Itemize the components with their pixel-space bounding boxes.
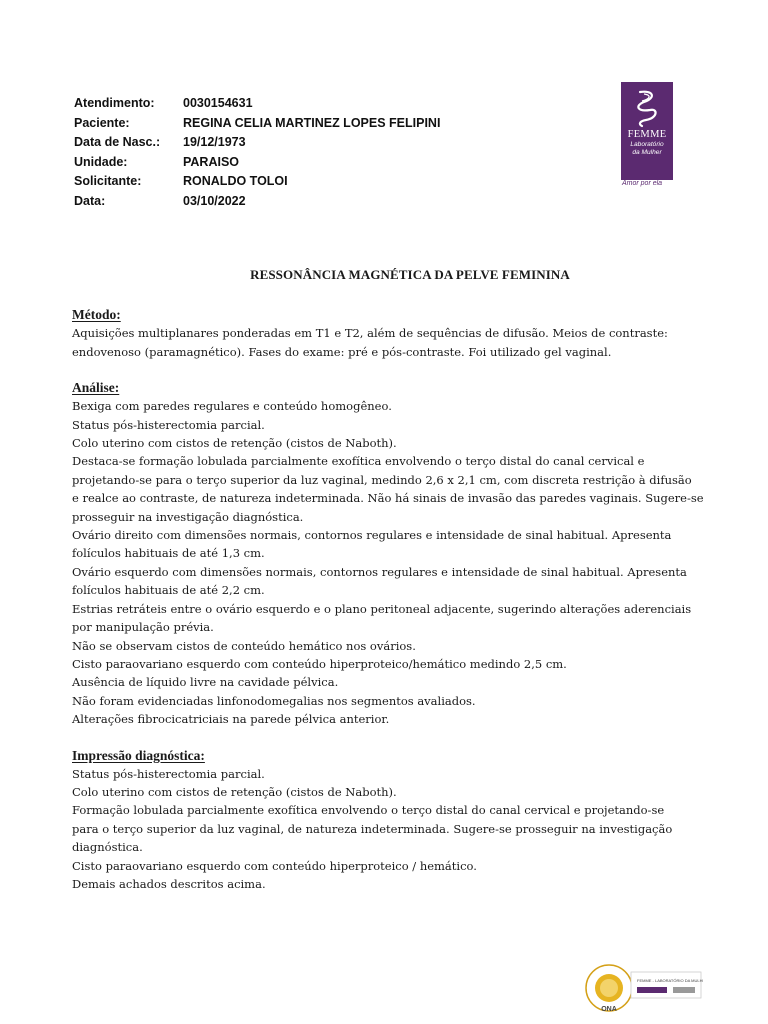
logo-sub-1: Laboratório bbox=[630, 141, 664, 148]
text-line: diagnóstica. bbox=[72, 840, 143, 855]
seal-lab-name: FEMME - LABORATÓRIO DA MULHER bbox=[637, 978, 703, 983]
text-line: para o terço superior da luz vaginal, de natureza indeterminada. Sugere-se prosseguir na investigação bbox=[72, 821, 673, 836]
text-line: Status pós-histerectomia parcial. bbox=[72, 766, 265, 781]
femme-logo bbox=[621, 82, 673, 180]
heading-metodo: Método: bbox=[72, 307, 121, 323]
value-solicitante: RONALDO TOLOI bbox=[183, 174, 288, 189]
text-line: Formação lobulada parcialmente exofítica envolvendo o terço distal do canal cervical e projetando-se bbox=[72, 803, 665, 818]
text-line: Não se observam cistos de conteúdo hemático nos ovários. bbox=[72, 638, 416, 653]
text-line: Cisto paraovariano esquerdo com conteúdo hiperproteico / hemático. bbox=[72, 858, 477, 873]
text-line: Ausência de líquido livre na cavidade pélvica. bbox=[72, 675, 339, 690]
ribbon-icon bbox=[632, 88, 662, 128]
row-atendimento bbox=[74, 94, 440, 114]
text-line: folículos habituais de até 1,3 cm. bbox=[72, 546, 265, 561]
row-data-nasc bbox=[74, 133, 440, 153]
text-line: Ovário direito com dimensões normais, contornos regulares e intensidade de sinal habitual. Apresenta bbox=[72, 528, 672, 543]
row-paciente bbox=[74, 114, 440, 134]
label-data-nasc: Data de Nasc.: bbox=[74, 135, 161, 150]
text-line: folículos habituais de até 2,2 cm. bbox=[72, 583, 265, 598]
value-unidade: PARAISO bbox=[183, 154, 240, 169]
row-solicitante bbox=[74, 172, 440, 192]
value-atendimento: 0030154631 bbox=[183, 96, 253, 110]
analise-text bbox=[72, 397, 706, 728]
text-line: Estrias retráteis entre o ovário esquerdo e o plano peritoneal adjacente, sugerindo alterações aderenciais bbox=[72, 601, 692, 616]
text-line: Demais achados descritos acima. bbox=[72, 876, 266, 891]
text-line: Destaca-se formação lobulada parcialmente exofítica envolvendo o terço distal do canal cervical e bbox=[72, 454, 645, 469]
value-data-nasc: 19/12/1973 bbox=[183, 135, 246, 150]
report-body bbox=[72, 266, 706, 911]
text-line: Bexiga com paredes regulares e conteúdo homogêneo. bbox=[72, 399, 392, 414]
text-line: e realce ao contraste, de natureza indeterminada. Não há sinais de invasão das paredes vaginais. Sugere-se bbox=[72, 491, 704, 506]
text-line: endovenoso (paramagnético). Fases do exame: pré e pós-contraste. Foi utilizado gel vaginal. bbox=[72, 344, 612, 359]
label-data: Data: bbox=[74, 193, 106, 208]
impressao-text bbox=[72, 765, 706, 894]
value-paciente: REGINA CELIA MARTINEZ LOPES FELIPINI bbox=[183, 115, 441, 130]
text-line: Status pós-histerectomia parcial. bbox=[72, 417, 265, 432]
row-unidade bbox=[74, 153, 440, 173]
label-unidade: Unidade: bbox=[74, 154, 128, 169]
logo-brand: FEMME bbox=[627, 129, 667, 140]
text-line: Ovário esquerdo com dimensões normais, contornos regulares e intensidade de sinal habitual. Apresenta bbox=[72, 564, 687, 579]
logo-tagline: Amor por ela bbox=[622, 180, 663, 187]
row-data bbox=[74, 192, 440, 212]
section-impressao bbox=[72, 747, 706, 894]
heading-impressao: Impressão diagnóstica: bbox=[72, 747, 205, 763]
metodo-text bbox=[72, 324, 706, 361]
text-line: Não foram evidenciadas linfonodomegalias nos segmentos avaliados. bbox=[72, 693, 476, 708]
logo-sub-2: da Mulher bbox=[632, 149, 662, 157]
seal-org: ONA bbox=[601, 1006, 617, 1013]
text-line: Colo uterino com cistos de retenção (cistos de Naboth). bbox=[72, 436, 397, 451]
label-solicitante: Solicitante: bbox=[74, 174, 142, 189]
patient-info bbox=[74, 94, 440, 212]
text-line: por manipulação prévia. bbox=[72, 620, 214, 635]
label-paciente: Paciente: bbox=[74, 115, 130, 130]
value-data: 03/10/2022 bbox=[183, 193, 246, 208]
label-atendimento: Atendimento: bbox=[74, 96, 155, 110]
text-line: prosseguir na investigação diagnóstica. bbox=[72, 509, 304, 524]
text-line: Alterações fibrocicatriciais na parede pélvica anterior. bbox=[72, 712, 390, 727]
text-line: projetando-se para o terço superior da luz vaginal, medindo 2,6 x 2,1 cm, com discreta restrição à difusão bbox=[72, 472, 692, 487]
text-line: Colo uterino com cistos de retenção (cistos de Naboth). bbox=[72, 784, 397, 799]
heading-analise: Análise: bbox=[72, 380, 120, 396]
report-title: RESSONÂNCIA MAGNÉTICA DA PELVE FEMININA bbox=[250, 267, 570, 282]
ona-accreditation-seal bbox=[585, 962, 703, 1014]
section-metodo bbox=[72, 306, 706, 361]
section-analise bbox=[72, 379, 706, 728]
text-line: Cisto paraovariano esquerdo com conteúdo hiperproteico/hemático medindo 2,5 cm. bbox=[72, 656, 567, 671]
text-line: Aquisições multiplanares ponderadas em T1 e T2, além de sequências de difusão. Meios de contraste: bbox=[72, 326, 668, 341]
